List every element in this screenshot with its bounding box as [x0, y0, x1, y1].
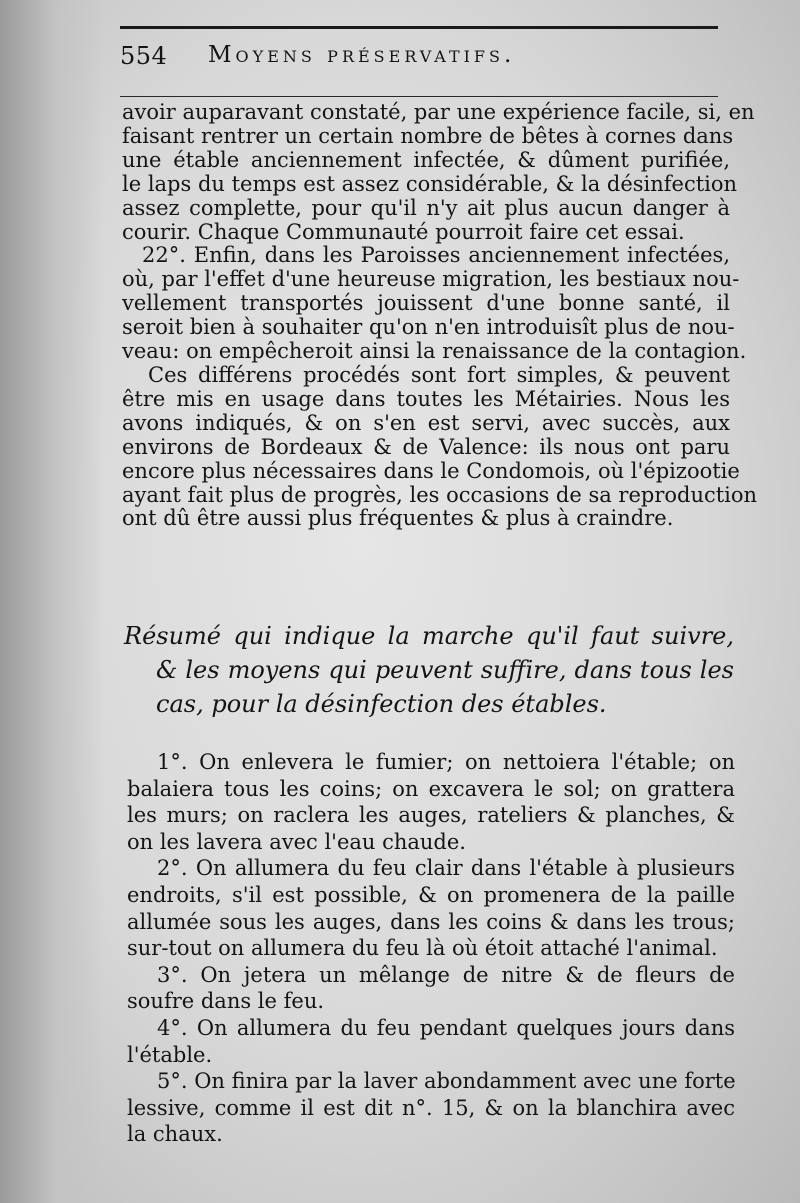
text-line: 2°. On allumera du feu clair dans l'étable à plusieurs	[157, 856, 735, 881]
section-heading	[124, 619, 734, 721]
numbered-steps	[127, 749, 735, 1148]
text-line: encore plus nécessaires dans le Condomois, où l'épizootie	[122, 458, 740, 483]
page-gutter-shadow	[0, 0, 105, 1203]
text-line: 3°. On jetera un mêlange de nitre & de fleurs de	[157, 962, 735, 987]
running-head: Moyens préservatifs.	[208, 42, 516, 68]
paragraph-continuation	[122, 100, 755, 244]
text-line: être mis en usage dans toutes les Métairies. Nous les	[122, 386, 730, 411]
header-rule-bottom	[120, 96, 718, 97]
paragraph-conclusion	[122, 362, 758, 531]
text-line: avoir auparavant constaté, par une expérience facile, si, en	[122, 100, 755, 124]
text-line: lessive, comme il est dit n°. 15, & on la blanchira avec	[127, 1095, 735, 1120]
text-line: vellement transportés jouissent d'une bonne santé, il	[122, 291, 730, 316]
text-line: 5°. On finira par la laver abondamment avec une forte	[157, 1069, 736, 1094]
list-item	[127, 749, 735, 855]
text-line: la chaux.	[127, 1122, 223, 1147]
page-header	[120, 42, 720, 78]
list-item	[127, 1015, 735, 1068]
text-line: endroits, s'il est possible, & on promenera de la paille	[127, 882, 735, 907]
header-rule-top	[120, 26, 718, 29]
heading-line: cas, pour la désinfection des étables.	[156, 690, 607, 718]
text-line: avons indiqués, & on s'en est servi, avec succès, aux	[122, 410, 730, 435]
text-line: balaiera tous les coins; on excavera le sol; on grattera	[127, 776, 735, 801]
text-line: l'étable.	[127, 1042, 213, 1067]
text-line: 22°. Enfin, dans les Paroisses anciennement infectées,	[142, 243, 730, 268]
text-line: on les lavera avec l'eau chaude.	[127, 829, 466, 854]
page-number: 554	[120, 42, 168, 70]
text-line: 1°. On enlevera le fumier; on nettoiera l'étable; on	[157, 750, 735, 774]
text-line: ont dû être aussi plus fréquentes & plus à craindre.	[122, 506, 674, 531]
paragraph-22	[122, 243, 747, 364]
text-line: les murs; on raclera les auges, rateliers & planches, &	[127, 803, 735, 828]
text-line: sur-tout on allumera du feu là où étoit attaché l'animal.	[127, 936, 718, 961]
text-line: veau: on empêcheroit ainsi la renaissance de la contagion.	[122, 339, 747, 364]
text-line: ayant fait plus de progrès, les occasions de sa reproduction	[122, 482, 758, 507]
text-line: où, par l'effet d'une heureuse migration, les bestiaux nou-	[122, 267, 740, 292]
text-line: Ces différens procédés sont fort simples, & peuvent	[148, 362, 730, 387]
text-line: assez complette, pour qu'il n'y ait plus aucun danger à	[122, 195, 730, 220]
text-line: environs de Bordeaux & de Valence: ils nous ont paru	[122, 434, 730, 459]
text-line: soufre dans le feu.	[127, 989, 325, 1014]
heading-line: & les moyens qui peuvent suffire, dans tous les	[156, 656, 734, 684]
list-item	[127, 1068, 735, 1148]
text-line: seroit bien à souhaiter qu'on n'en introduisît plus de nou-	[122, 315, 735, 340]
text-line: faisant rentrer un certain nombre de bêtes à cornes dans	[122, 123, 734, 148]
body-text	[122, 100, 758, 531]
list-item	[127, 962, 735, 1015]
text-line: courir. Chaque Communauté pourroit faire cet essai.	[122, 219, 685, 244]
text-line: le laps du temps est assez considérable, & la désinfection	[122, 171, 738, 196]
heading-line: Résumé qui indique la marche qu'il faut suivre,	[124, 622, 734, 650]
text-line: allumée sous les auges, dans les coins & dans les trous;	[127, 909, 735, 934]
text-line: une étable anciennement infectée, & dûment purifiée,	[122, 147, 730, 172]
list-item	[127, 855, 735, 961]
text-line: 4°. On allumera du feu pendant quelques jours dans	[157, 1015, 735, 1040]
